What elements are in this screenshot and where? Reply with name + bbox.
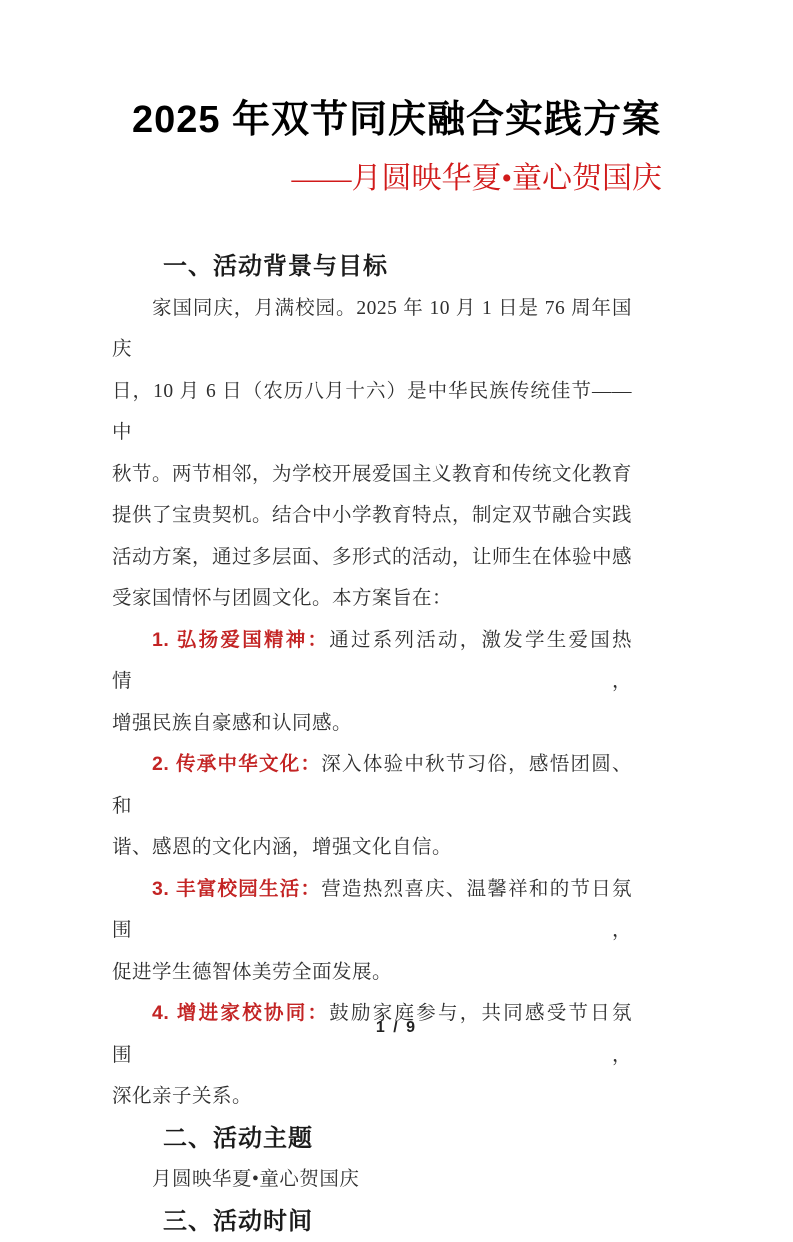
paragraph	[112, 744, 632, 869]
paragraph	[112, 1159, 632, 1201]
text-line	[112, 371, 632, 454]
document-subtitle: ——月圆映华夏•童心贺国庆	[112, 158, 662, 200]
text-line	[112, 952, 632, 994]
paragraph	[112, 620, 632, 745]
text-line	[112, 454, 632, 496]
section-heading: 二、活动主题	[112, 1118, 632, 1160]
text-segment: 秋节。两节相邻，为学校开展爱国主义教育和传统文化教育	[112, 464, 632, 485]
text-line	[112, 495, 632, 537]
list-item-lead: 3. 丰富校园生活：	[152, 878, 321, 900]
text-segment: 活动方案，通过多层面、多形式的活动，让师生在体验中感	[112, 547, 632, 568]
text-line	[112, 869, 632, 952]
document-content	[112, 246, 632, 1242]
text-line	[112, 537, 632, 579]
text-segment: 促进学生德智体美劳全面发展。	[112, 962, 392, 983]
text-line	[112, 827, 632, 869]
text-segment: 提供了宝贵契机。结合中小学教育特点，制定双节融合实践	[112, 505, 632, 526]
text-segment: 月圆映华夏•童心贺国庆	[152, 1169, 359, 1190]
text-line	[112, 1159, 632, 1201]
text-line	[112, 1076, 632, 1118]
text-line	[112, 288, 632, 371]
paragraph	[112, 993, 632, 1118]
text-segment: 增强民族自豪感和认同感。	[112, 713, 352, 734]
text-line	[112, 578, 632, 620]
text-segment: 营造热烈喜庆、温馨祥和的节日氛围，	[112, 879, 632, 942]
text-line	[112, 703, 632, 745]
page-number: 1 / 9	[0, 1016, 793, 1040]
document-title: 2025 年双节同庆融合实践方案	[0, 94, 793, 146]
text-segment: 鼓励家庭参与，共同感受节日氛围，	[112, 1003, 632, 1066]
text-segment: 深入体验中秋节习俗，感悟团圆、和	[112, 754, 632, 817]
list-item-lead: 2. 传承中华文化：	[152, 753, 321, 775]
text-segment: 深化亲子关系。	[112, 1086, 252, 1107]
text-segment: 通过系列活动，激发学生爱国热情，	[112, 630, 632, 693]
section-heading: 三、活动时间	[112, 1201, 632, 1242]
text-line	[112, 744, 632, 827]
paragraph	[112, 869, 632, 994]
list-item-lead: 1. 弘扬爱国精神：	[152, 629, 329, 651]
text-segment: 日，10 月 6 日（农历八月十六）是中华民族传统佳节——中	[112, 381, 632, 444]
list-item-lead: 4. 增进家校协同：	[152, 1002, 329, 1024]
section-heading: 一、活动背景与目标	[112, 246, 632, 288]
text-segment: 谐、感恩的文化内涵，增强文化自信。	[112, 837, 452, 858]
paragraph	[112, 288, 632, 620]
text-segment: 受家国情怀与团圆文化。本方案旨在：	[112, 588, 452, 609]
text-segment: 家国同庆，月满校园。2025 年 10 月 1 日是 76 周年国庆	[112, 298, 632, 361]
text-line	[112, 620, 632, 703]
